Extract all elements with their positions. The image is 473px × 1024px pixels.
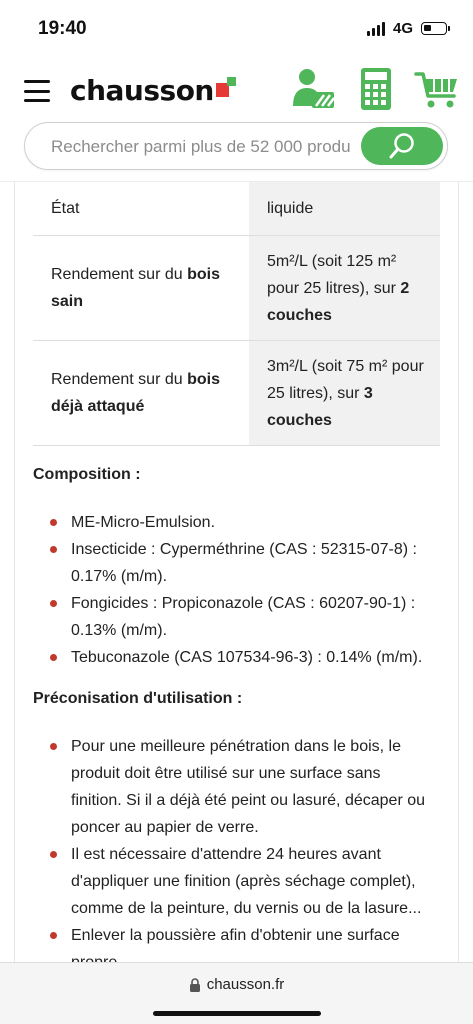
status-bar bbox=[0, 0, 473, 56]
logo-mark-icon bbox=[216, 77, 236, 97]
list-item: Pour une meilleure pénétration dans le bois, le produit doit être utilisé sur une surface sans finition. Si il a déjà été peint ou lasuré, décaper ou poncer au papier de verre. bbox=[33, 733, 433, 841]
composition-title: Composition : bbox=[33, 466, 141, 483]
search-input[interactable] bbox=[49, 123, 353, 171]
list-item: Insecticide : Cyperméthrine (CAS : 52315-07-8) : 0.17% (m/m). bbox=[33, 536, 433, 590]
account-icon[interactable] bbox=[290, 66, 336, 112]
lock-icon bbox=[189, 978, 201, 992]
status-right bbox=[367, 20, 447, 37]
list-item: Il est nécessaire d'attendre 24 heures avant d'appliquer une finition (après séchage complet), comme de la peinture, du vernis ou de la lasure... bbox=[33, 841, 433, 922]
url-bar[interactable] bbox=[0, 976, 473, 993]
list-item: Fongicides : Propiconazole (CAS : 60207-90-1) : 0.13% (m/m). bbox=[33, 590, 433, 644]
search-icon bbox=[387, 131, 417, 161]
specs-table bbox=[33, 182, 440, 446]
site-header bbox=[0, 56, 473, 182]
spec-value: liquide bbox=[249, 182, 440, 236]
search-button[interactable] bbox=[361, 127, 443, 165]
search-bar bbox=[24, 122, 448, 170]
preconisation-list bbox=[33, 733, 433, 976]
menu-icon[interactable] bbox=[24, 80, 50, 102]
battery-icon bbox=[421, 22, 447, 35]
status-time: 19:40 bbox=[38, 18, 87, 39]
spec-key: État bbox=[33, 182, 249, 236]
spec-key: Rendement sur du bois sain bbox=[33, 236, 249, 341]
calculator-icon[interactable] bbox=[354, 66, 400, 112]
signal-icon bbox=[367, 22, 385, 36]
table-row bbox=[33, 236, 440, 341]
cart-icon[interactable] bbox=[414, 66, 460, 112]
browser-bottom-bar bbox=[0, 962, 473, 1024]
spec-key: Rendement sur du bois déjà attaqué bbox=[33, 341, 249, 446]
composition-list bbox=[33, 509, 433, 671]
home-indicator[interactable] bbox=[153, 1011, 321, 1016]
spec-value: 5m²/L (soit 125 m² pour 25 litres), sur 2 couches bbox=[249, 236, 440, 341]
url-text: chausson.fr bbox=[206, 976, 285, 993]
product-description bbox=[14, 182, 459, 962]
list-item: Enlever la poussière afin d'obtenir une surface bbox=[33, 922, 433, 976]
spec-value: 3m²/L (soit 75 m² pour 25 litres), sur 3 couches bbox=[249, 341, 440, 446]
logo[interactable] bbox=[70, 72, 236, 108]
logo-text: chausson bbox=[70, 73, 214, 107]
list-item: Tebuconazole (CAS 107534-96-3) : 0.14% (m/m). bbox=[33, 644, 433, 671]
table-row bbox=[33, 341, 440, 446]
list-item: ME-Micro-Emulsion. bbox=[33, 509, 433, 536]
table-row bbox=[33, 182, 440, 236]
preconisation-title: Préconisation d'utilisation : bbox=[33, 690, 243, 707]
network-type: 4G bbox=[392, 20, 413, 37]
